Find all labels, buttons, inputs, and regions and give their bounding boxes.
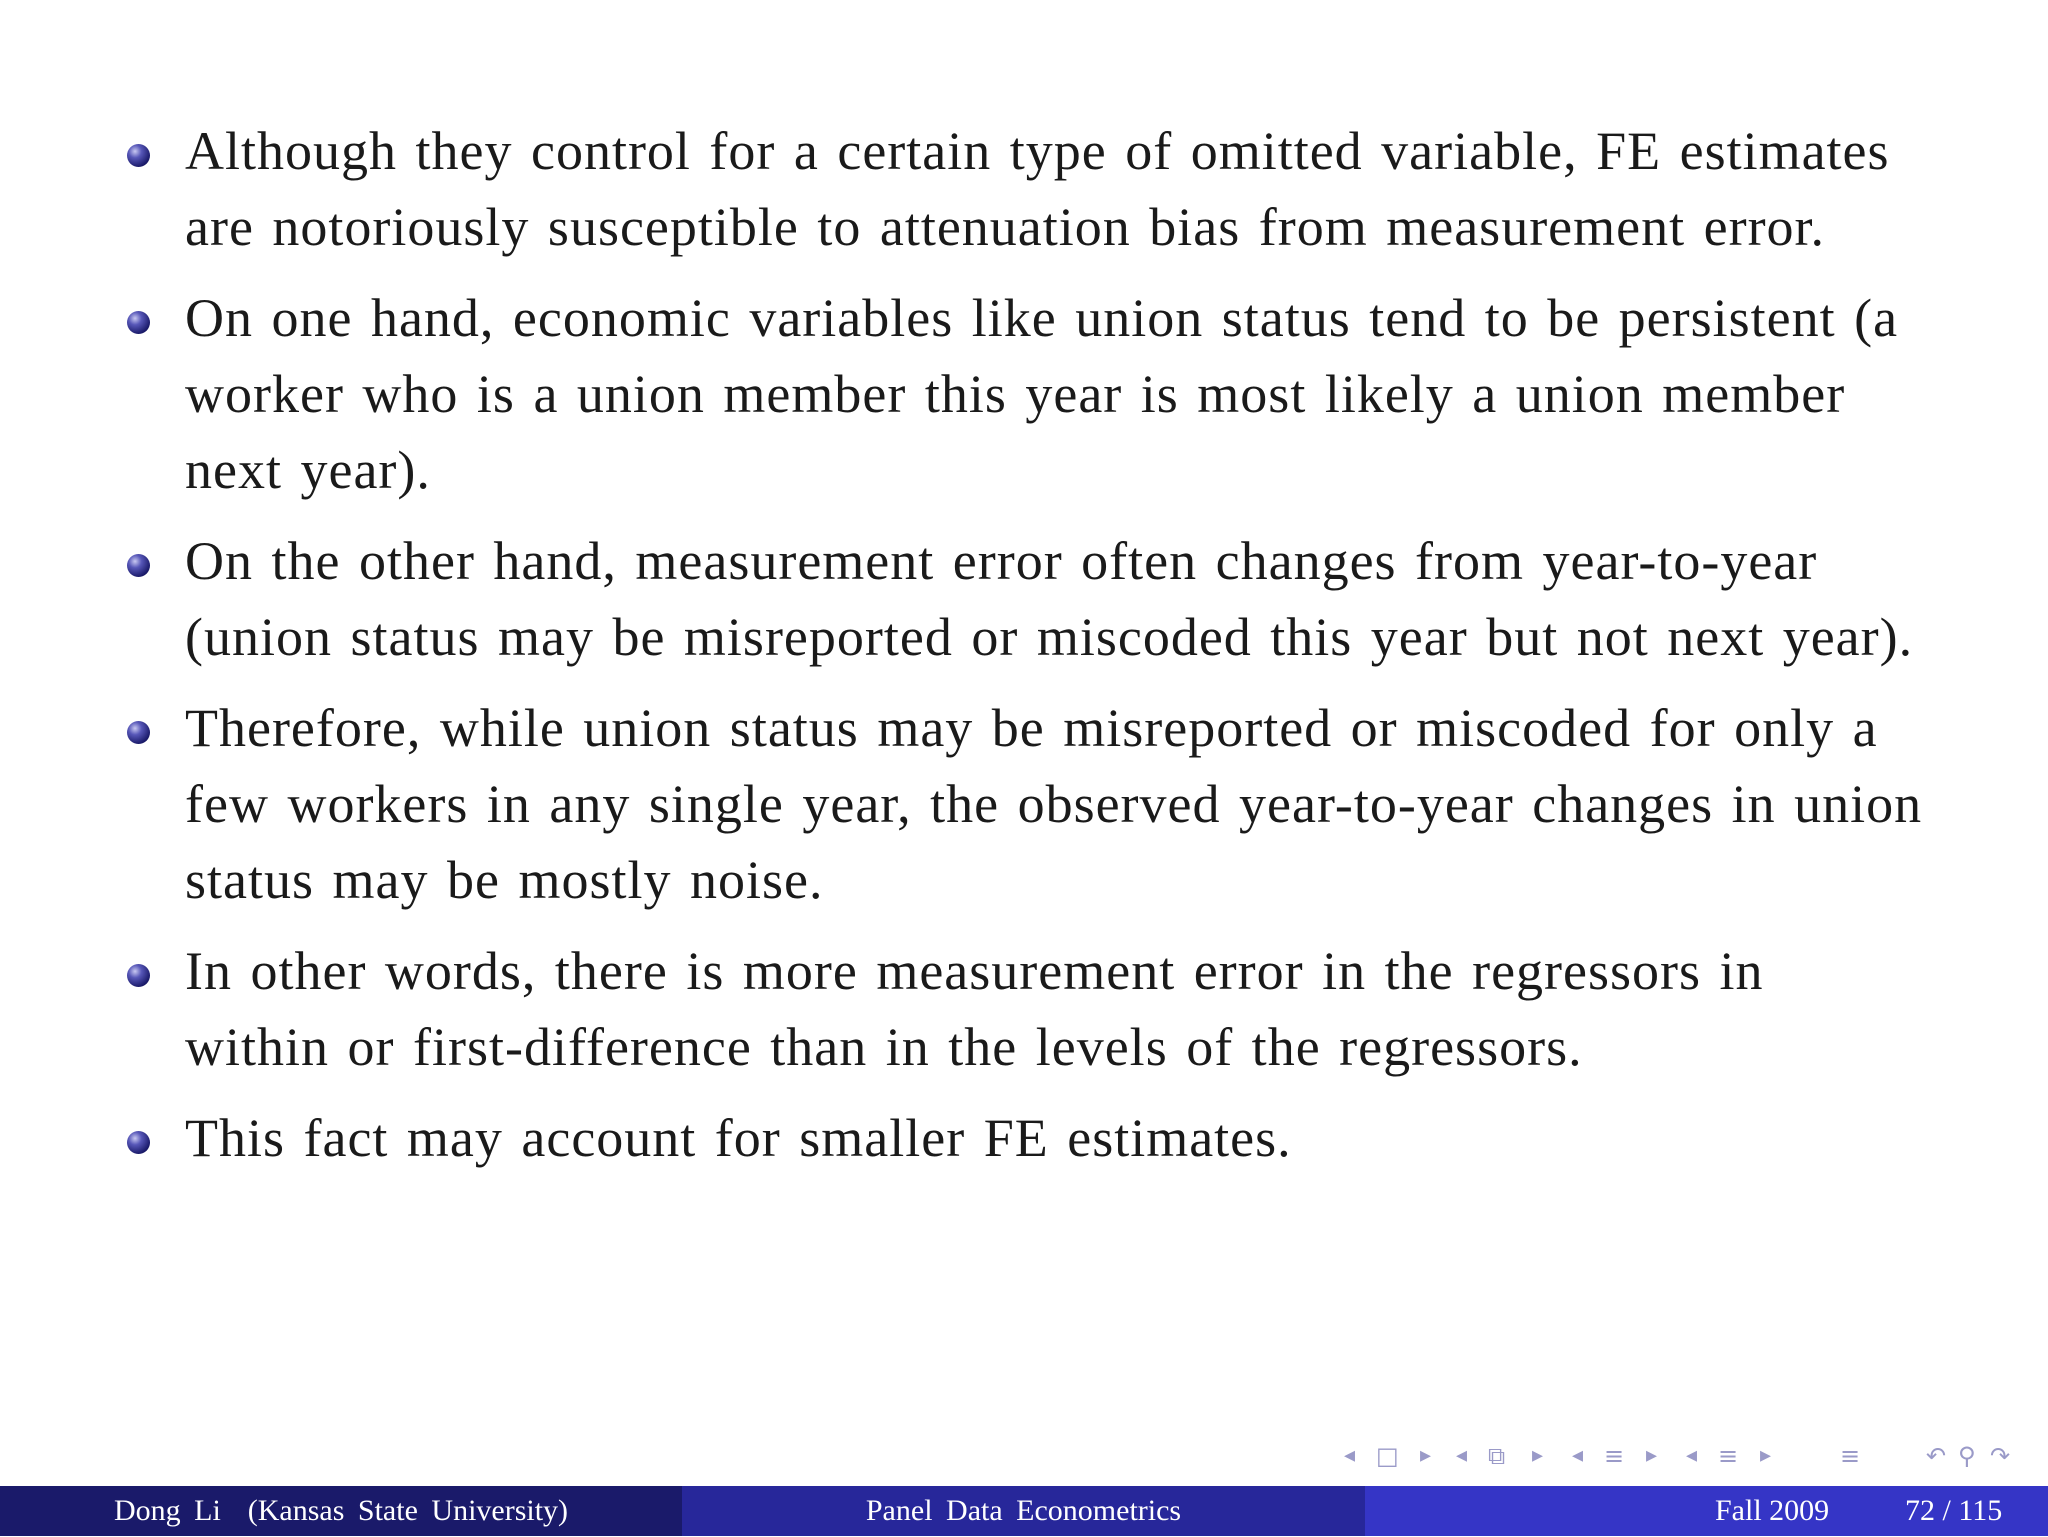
bullet-icon (127, 964, 150, 987)
nav-frame-icon[interactable]: □ (1376, 1442, 1399, 1470)
nav-forward-icon[interactable]: ↷ (1990, 1442, 2011, 1470)
bullet-item (124, 933, 1924, 1085)
bullet-list (124, 113, 1924, 1191)
bullet-icon (127, 554, 150, 577)
nav-slide-icon[interactable]: ⧉ (1488, 1442, 1506, 1470)
bullet-text: Although they control for a certain type of omitted variable, FE estimates are notoriously susceptible to attenuation bias from measurement error. (185, 121, 1890, 257)
nav-subsection-icon[interactable]: ≡ (1604, 1442, 1625, 1470)
bullet-text: On one hand, economic variables like union status tend to be persistent (a worker who is a union member this year is most likely a union member next year). (185, 288, 1899, 500)
bullet-text: Therefore, while union status may be misreported or miscoded for only a few workers in any single year, the observed year-to-year changes in union status may be mostly noise. (185, 698, 1923, 910)
footer-page-number: 72 / 115 (1905, 1494, 2003, 1527)
bullet-icon (127, 1131, 150, 1154)
bullet-icon (127, 144, 150, 167)
bullet-icon (127, 721, 150, 744)
bullet-item (124, 1100, 1924, 1176)
nav-appendix-icon[interactable]: ≡ (1840, 1442, 1861, 1470)
navigation-bar (1340, 1438, 2040, 1474)
bullet-item (124, 690, 1924, 918)
footer-title-section (682, 1486, 1365, 1536)
nav-next-frame-icon[interactable]: ▸ (1420, 1443, 1432, 1468)
footer-title: Panel Data Econometrics (865, 1494, 1182, 1527)
nav-next-slide-icon[interactable]: ▸ (1532, 1443, 1544, 1468)
footer-date: Fall 2009 (1715, 1494, 1830, 1527)
nav-back-icon[interactable]: ↶ (1926, 1442, 1947, 1470)
nav-search-icon[interactable]: ⚲ (1958, 1442, 1976, 1470)
bullet-item (124, 523, 1924, 675)
nav-prev-section-icon[interactable]: ◂ (1686, 1443, 1698, 1468)
nav-prev-frame-icon[interactable]: ◂ (1344, 1443, 1356, 1468)
footer-author: Dong Li (Kansas State University) (113, 1494, 569, 1527)
footer-author-section (0, 1486, 682, 1536)
bullet-icon (127, 311, 150, 334)
nav-next-section-icon[interactable]: ▸ (1760, 1443, 1772, 1468)
nav-prev-subsection-icon[interactable]: ◂ (1572, 1443, 1584, 1468)
bullet-item (124, 113, 1924, 265)
footer-info-section (1365, 1486, 2048, 1536)
bullet-text: On the other hand, measurement error often changes from year-to-year (union status may be misreported or miscoded this year but not next year). (185, 531, 1914, 667)
bullet-item (124, 280, 1924, 508)
nav-prev-slide-icon[interactable]: ◂ (1456, 1443, 1468, 1468)
nav-section-icon[interactable]: ≡ (1718, 1442, 1739, 1470)
nav-next-subsection-icon[interactable]: ▸ (1646, 1443, 1658, 1468)
footer-bar (0, 1486, 2048, 1536)
bullet-text: This fact may account for smaller FE estimates. (185, 1108, 1292, 1168)
bullet-text: In other words, there is more measurement error in the regressors in within or first-difference than in the levels of the regressors. (185, 941, 1764, 1077)
